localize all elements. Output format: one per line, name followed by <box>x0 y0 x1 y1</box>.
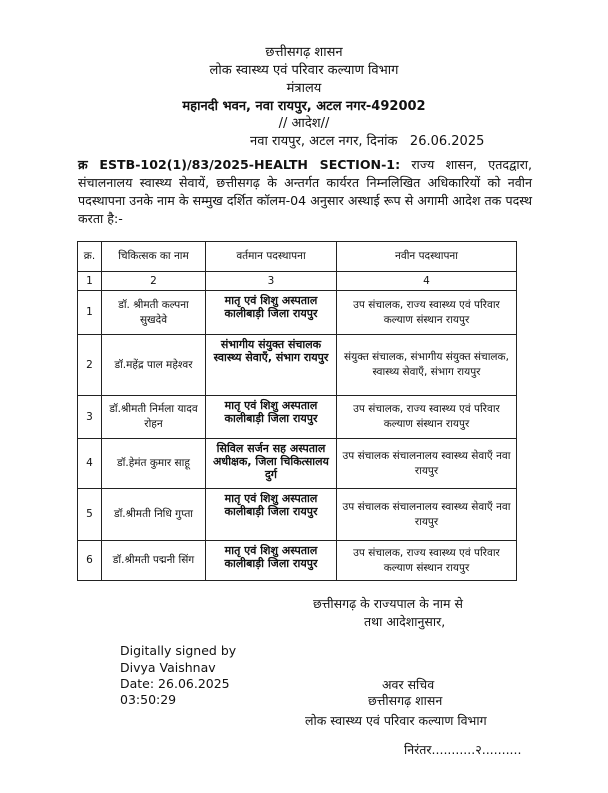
signature-department: लोक स्वास्थ्य एवं परिवार कल्याण विभाग <box>305 713 487 728</box>
header-cell: वर्तमान पदस्थापना <box>206 242 337 272</box>
header-cell: नवीन पदस्थापना <box>337 242 517 272</box>
posting-table <box>77 241 517 581</box>
column-number: 3 <box>206 272 337 291</box>
row-number: 1 <box>78 291 102 335</box>
header-cell: क्र. <box>78 242 102 272</box>
table-row <box>78 489 517 541</box>
row-number: 4 <box>78 439 102 489</box>
table-row <box>78 291 517 335</box>
current-posting: मातृ एवं शिशु अस्पताल कालीबाड़ी जिला रायपुर <box>206 541 337 581</box>
current-posting: मातृ एवं शिशु अस्पताल कालीबाड़ी जिला रायपुर <box>206 291 337 335</box>
new-posting: उप संचालक संचालनालय स्वास्थ्य सेवाएँ नवा रायपुर <box>337 489 517 541</box>
doctor-name: डॉ.हेमंत कुमार साहू <box>102 439 206 489</box>
current-posting: सिविल सर्जन सह अस्पताल अधीक्षक, जिला चिकित्सालय दुर्ग <box>206 439 337 489</box>
header-govt: छत्तीसगढ़ शासन <box>265 45 343 60</box>
current-posting: मातृ एवं शिशु अस्पताल कालीबाड़ी जिला रायपुर <box>206 396 337 439</box>
new-posting: उप संचालक, राज्य स्वास्थ्य एवं परिवार कल्याण संस्थान रायपुर <box>337 541 517 581</box>
doctor-name: डॉ.श्रीमती निर्मला यादव रोहन <box>102 396 206 439</box>
table-row <box>78 439 517 489</box>
table-header-row <box>78 242 517 272</box>
signature-govt: छत्तीसगढ़ शासन <box>368 693 443 708</box>
order-text: राज्य शासन, एतदद्वारा, संचालनालय स्वास्थ्य सेवायें, छत्तीसगढ़ के अन्तर्गत कार्यरत निम्नलिखित अधिकारियों को नवीन पदस्थापना उनके नाम के सम्मुख दर्शित कॉलम-04 अनुसार अस्थाई रूप से अगामी आदेश तक पदस्थ करता है:- <box>78 157 532 226</box>
column-number: 1 <box>78 272 102 291</box>
digital-signature-time: 03:50:29 <box>120 692 177 707</box>
doctor-name: डॉ. श्रीमती कल्पना सुखदेवे <box>102 291 206 335</box>
digital-signature-name: Divya Vaishnav <box>120 660 216 675</box>
designation: अवर सचिव <box>382 677 435 692</box>
new-posting: संयुक्त संचालक, संभागीय संयुक्त संचालक, स्वास्थ्य सेवाएँ, संभाग रायपुर <box>337 335 517 396</box>
order-reference: क्र ESTB-102(1)/83/2025-HEALTH SECTION-1: <box>78 157 401 172</box>
new-posting: उप संचालक संचालनालय स्वास्थ्य सेवाएँ नवा रायपुर <box>337 439 517 489</box>
order-date: 26.06.2025 <box>409 134 485 149</box>
header-cell: चिकित्सक का नाम <box>102 242 206 272</box>
column-number: 2 <box>102 272 206 291</box>
order-heading: // आदेश// <box>278 116 330 131</box>
header-department: लोक स्वास्थ्य एवं परिवार कल्याण विभाग <box>209 63 399 78</box>
table-row <box>78 396 517 439</box>
authority-line-2: तथा आदेशानुसार, <box>364 614 446 629</box>
place-label: नवा रायपुर, अटल नगर, दिनांक <box>250 134 398 149</box>
doctor-name: डॉ.श्रीमती पद्मनी सिंग <box>102 541 206 581</box>
doctor-name: डॉ.श्रीमती निधि गुप्ता <box>102 489 206 541</box>
row-number: 6 <box>78 541 102 581</box>
header-address: महानदी भवन, नवा रायपुर, अटल नगर-492002 <box>182 99 426 114</box>
current-posting: संभागीय संयुक्त संचालक स्वास्थ्य सेवाएँ, संभाग रायपुर <box>206 335 337 396</box>
order-paragraph <box>78 156 532 228</box>
digital-signature-date: Date: 26.06.2025 <box>120 676 230 691</box>
row-number: 3 <box>78 396 102 439</box>
doctor-name: डॉ.महेंद्र पाल महेश्वर <box>102 335 206 396</box>
continued-marker: निरंतर...........२.......... <box>404 742 522 757</box>
column-number: 4 <box>337 272 517 291</box>
place-date <box>250 131 484 149</box>
column-number-row <box>78 272 517 291</box>
new-posting: उप संचालक, राज्य स्वास्थ्य एवं परिवार कल्याण संस्थान रायपुर <box>337 291 517 335</box>
header-ministry: मंत्रालय <box>286 81 322 96</box>
row-number: 5 <box>78 489 102 541</box>
authority-line-1: छत्तीसगढ़ के राज्यपाल के नाम से <box>313 596 463 611</box>
new-posting: उप संचालक, राज्य स्वास्थ्य एवं परिवार कल्याण संस्थान रायपुर <box>337 396 517 439</box>
current-posting: मातृ एवं शिशु अस्पताल कालीबाड़ी जिला रायपुर <box>206 489 337 541</box>
row-number: 2 <box>78 335 102 396</box>
digital-signature-line-1: Digitally signed by <box>120 643 237 658</box>
table-row <box>78 541 517 581</box>
table-row <box>78 335 517 396</box>
